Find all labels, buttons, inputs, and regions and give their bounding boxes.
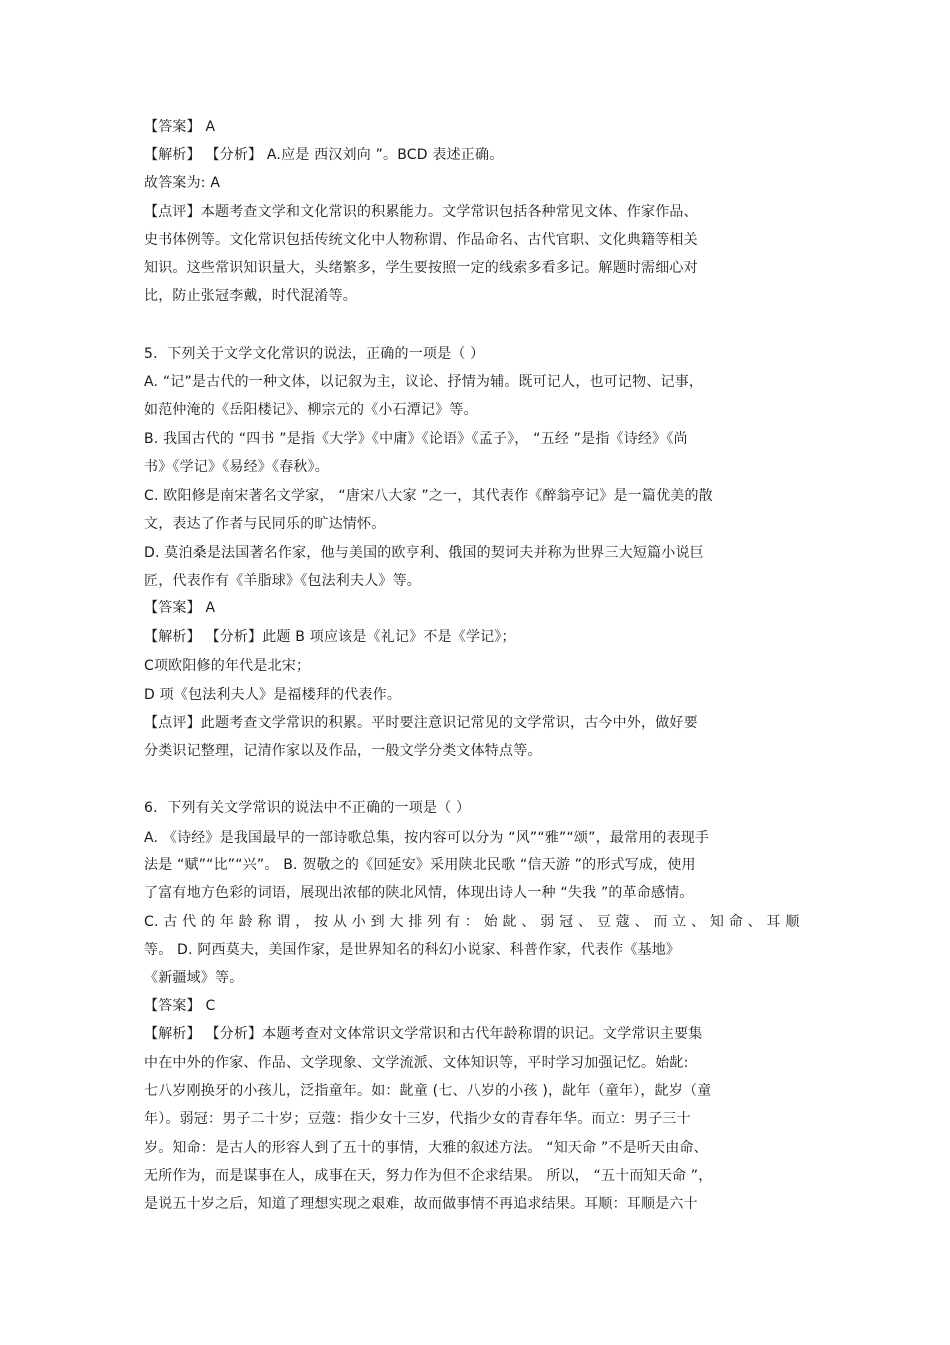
q4-comment-line: 史书体例等。文化常识包括传统文化中人物称谓、作品命名、古代官职、文化典籍等相关: [144, 232, 698, 248]
q6-analysis-line: 岁。知命：是古人的形容人到了五十的事情，大雅的叙述方法。 “知天命 ”不是听天由命、: [144, 1140, 708, 1156]
q6-option-line: A. 《诗经》是我国最早的一部诗歌总集，按内容可以分为 “风”“雅”“颂”，最常用的表现手: [144, 830, 710, 846]
q5-stem: 5．下列关于文学文化常识的说法，正确的一项是（ ）: [144, 346, 485, 362]
q5-comment-line: 【点评】此题考查文学常识的积累。平时要注意识记常见的文学常识，古今中外，做好要: [144, 715, 698, 731]
q4-final-answer: 故答案为: A: [144, 175, 221, 191]
q6-analysis-line: 【解析】 【分析】本题考查对文体常识文学常识和古代年龄称谓的识记。文学常识主要集: [144, 1026, 703, 1042]
q4-comment-line: 知识。这些常识知识量大，头绪繁多，学生要按照一定的线索多看多记。解题时需细心对: [144, 260, 698, 276]
q6-analysis-line: 七八岁刚换牙的小孩儿，泛指童年。如：龀童 (七、八岁的小孩 )，龀年（童年），龀岁（童: [144, 1083, 712, 1099]
q5-analysis-line: C项欧阳修的年代是北宋；: [144, 658, 311, 674]
q5-analysis-line: D 项《包法利夫人》是福楼拜的代表作。: [144, 687, 402, 703]
q6-option-line: 了富有地方色彩的词语，展现出浓郁的陕北风情，体现出诗人一种 “失我 ”的革命感情。: [144, 885, 694, 901]
q5-option-line: B. 我国古代的 “四书 ”是指《大学》《中庸》《论语》《孟子》， “五经 ”是指《诗经》《尚: [144, 431, 688, 447]
q6-option-line: 等。 D. 阿西莫夫，美国作家，是世界知名的科幻小说家、科普作家，代表作《基地》: [144, 942, 681, 958]
q6-option-line: 法是 “赋”“比”“兴”。 B. 贺敬之的《回延安》采用陕北民歌 “信天游 ”的形式写成，使用: [144, 857, 696, 873]
q5-option-line: 文，表达了作者与民同乐的旷达情怀。: [144, 516, 386, 532]
q6-analysis-line: 年）。弱冠：男子二十岁；豆蔻：指少女十三岁，代指少女的青春年华。而立：男子三十: [144, 1111, 691, 1127]
q5-comment-line: 分类识记整理，记清作家以及作品，一般文学分类文体特点等。: [144, 743, 542, 759]
q6-analysis-line: 无所作为，而是谋事在人，成事在天，努力作为但不企求结果。 所以， “五十而知天命 ”，: [144, 1168, 713, 1184]
q4-analysis: 【解析】 【分析】 A.应是 西汉刘向 ”。BCD 表述正确。: [144, 147, 504, 163]
q4-answer: 【答案】 A: [144, 119, 216, 135]
q6-option-line: 《新疆域》等。: [144, 970, 244, 986]
q5-answer: 【答案】 A: [144, 600, 216, 616]
q5-option-line: D. 莫泊桑是法国著名作家，他与美国的欧亨利、俄国的契诃夫并称为世界三大短篇小说巨: [144, 545, 704, 561]
q5-option-line: C. 欧阳修是南宋著名文学家， “唐宋八大家 ”之一，其代表作《醉翁亭记》是一篇优美的散: [144, 488, 713, 504]
q4-comment-line: 【点评】本题考查文学和文化常识的积累能力。文学常识包括各种常见文体、作家作品、: [144, 204, 698, 220]
q6-analysis-line: 是说五十岁之后，知道了理想实现之艰难，故而做事情不再追求结果。耳顺：耳顺是六十: [144, 1196, 698, 1212]
q5-option-line: 书》《学记》《易经》《春秋》。: [144, 459, 329, 475]
q6-option-line: C. 古 代 的 年 龄 称 谓 ， 按 从 小 到 大 排 列 有 ： 始 龀 、 弱 冠 、 豆 蔻 、 而 立 、 知 命 、 耳 顺: [144, 914, 800, 930]
q5-analysis-line: 【解析】 【分析】此题 B 项应该是《礼记》不是《学记》；: [144, 629, 516, 645]
q5-option-line: 匠，代表作有《羊脂球》《包法利夫人》等。: [144, 573, 421, 589]
q5-option-line: 如范仲淹的《岳阳楼记》、柳宗元的《小石潭记》等。: [144, 402, 478, 418]
q6-analysis-line: 中在中外的作家、作品、文学现象、文学流派、文体知识等，平时学习加强记忆。始龀:: [144, 1055, 689, 1071]
q4-comment-line: 比，防止张冠李戴，时代混淆等。: [144, 288, 357, 304]
q5-option-line: A. “记”是古代的一种文体，以记叙为主，议论、抒情为辅。既可记人，也可记物、记事，: [144, 374, 704, 390]
q6-answer: 【答案】 C: [144, 998, 216, 1014]
q6-stem: 6．下列有关文学常识的说法中不正确的一项是（ ）: [144, 800, 471, 816]
